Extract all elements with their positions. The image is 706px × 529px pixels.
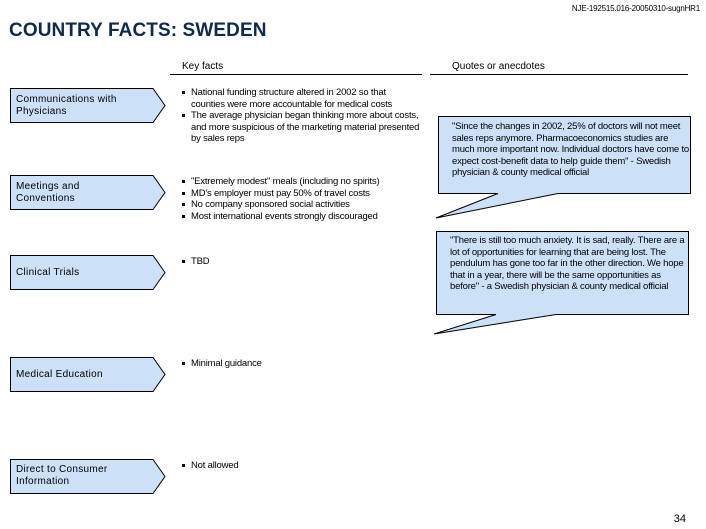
category-label: Medical Education (16, 369, 103, 380)
key-facts-rule (170, 74, 422, 75)
fact-item: MD's employer must pay 50% of travel costs (182, 188, 422, 200)
category-chevron-clinical-trials (0, 255, 170, 291)
fact-item: "Extremely modest" meals (including no spirits) (182, 176, 422, 188)
category-chevron-communications (0, 88, 170, 124)
facts-list-meetings (182, 176, 422, 222)
fact-item: Not allowed (182, 460, 422, 472)
category-chevron-meetings (0, 175, 170, 211)
category-label: Clinical Trials (16, 267, 80, 278)
quote-text: "Since the changes in 2002, 25% of doctors will not meet sales reps anymore. Pharmacoeconomics studies are much more important now. Individual doctors have come to expect cost-benefit data to help guide them" - Swedish physician & county medical official (452, 121, 689, 179)
fact-item: TBD (182, 256, 422, 268)
page-number: 34 (673, 513, 686, 525)
fact-item: No company sponsored social activities (182, 199, 422, 211)
facts-list-clinical-trials (182, 256, 422, 268)
category-label: Direct to Consumer Information (16, 464, 108, 487)
facts-list-communications (182, 87, 422, 145)
document-id: NJE-192515.016-20050310-sugnHR1 (571, 4, 700, 13)
fact-item: The average physician began thinking more about costs, and more suspicious of the marketing material presented by sales reps (182, 110, 422, 145)
category-chevron-dtc-information (0, 459, 170, 495)
column-header-quotes: Quotes or anecdotes (452, 61, 545, 72)
category-label: Communications with Physicians (16, 94, 117, 117)
fact-item: Minimal guidance (182, 358, 422, 370)
category-label: Meetings and Conventions (16, 181, 80, 204)
quotes-rule (430, 74, 688, 75)
facts-list-dtc-information (182, 460, 422, 472)
quote-text: "There is still too much anxiety. It is sad, really. There are a lot of opportunities for learning that are being lost. The pendulum has gone too far in the other direction. We hope that in a year, there will be the same opportunities as before" - a Swedish physician & county medical official (450, 235, 685, 293)
category-chevron-medical-education (0, 357, 170, 393)
page-title: COUNTRY FACTS: SWEDEN (9, 20, 267, 41)
fact-item: Most international events strongly discouraged (182, 211, 422, 223)
facts-list-medical-education (182, 358, 422, 370)
quote-callout-1 (430, 112, 700, 224)
fact-item: National funding structure altered in 2002 so that counties were more accountable for medical costs (182, 87, 422, 110)
column-header-key-facts: Key facts (182, 61, 224, 72)
quote-callout-2 (428, 228, 698, 340)
